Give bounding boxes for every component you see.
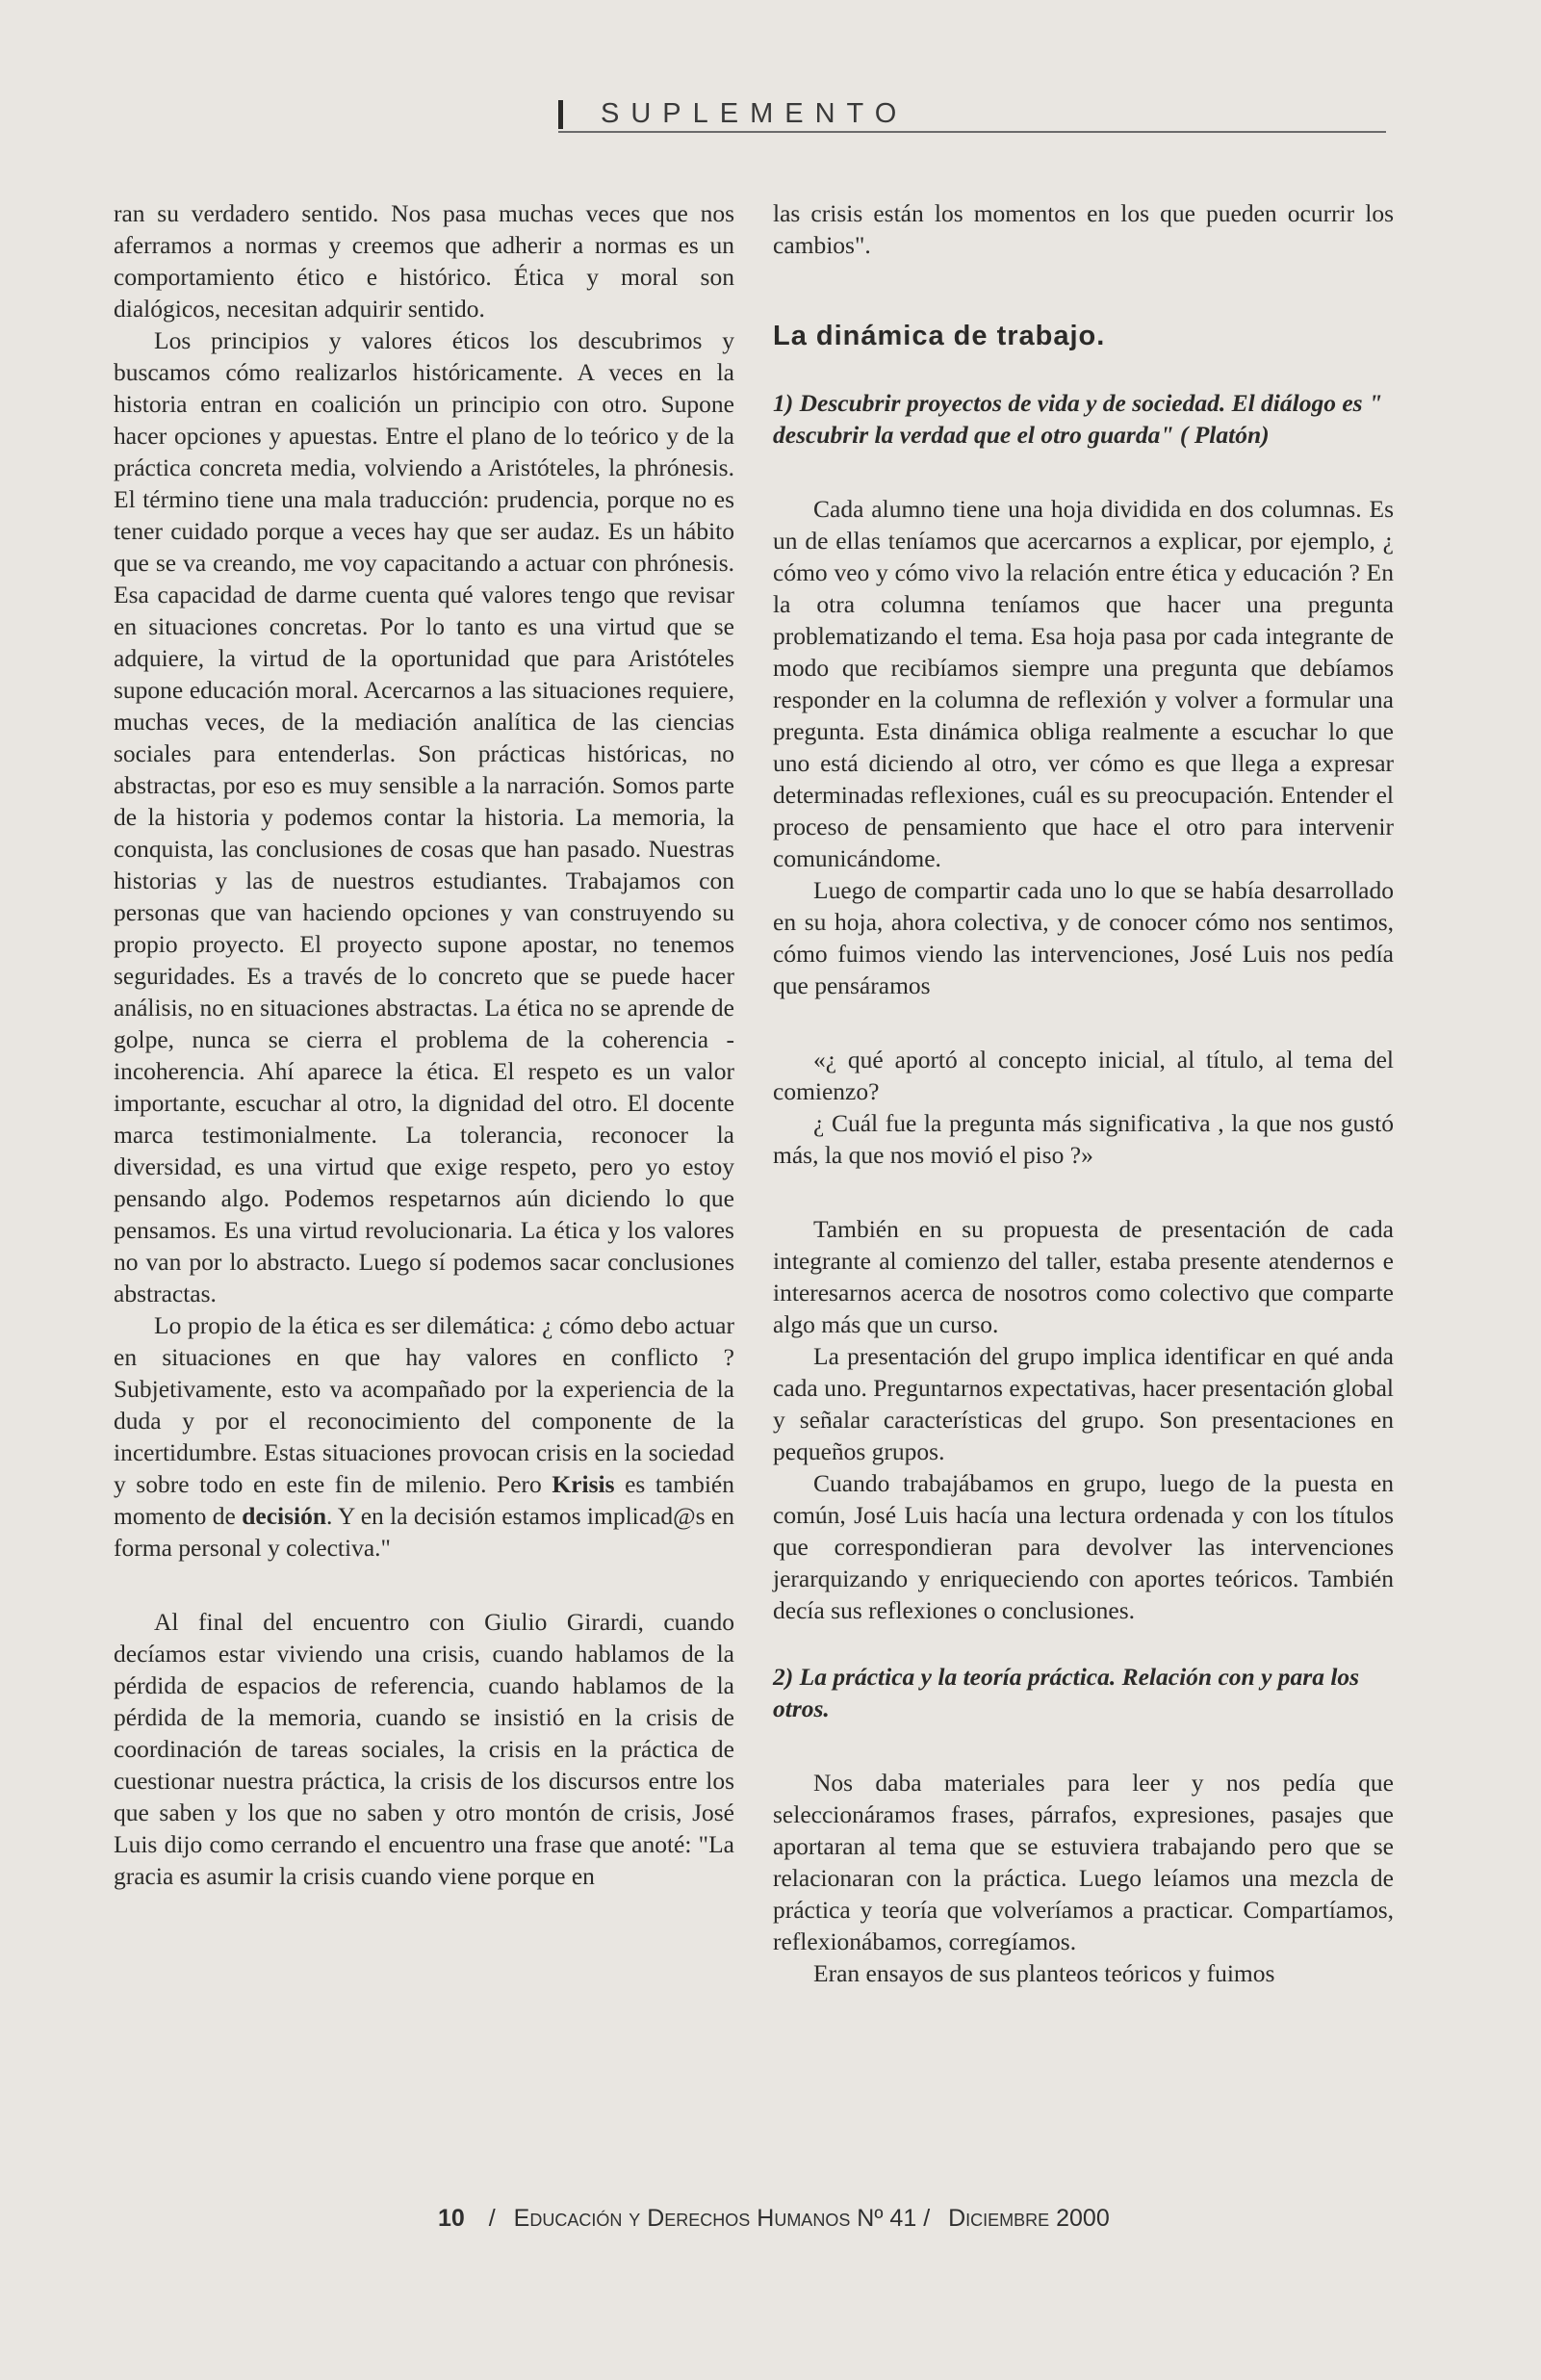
header-rule-mark <box>558 100 563 129</box>
subheading: 1) Descubrir proyectos de vida y de sociedad. El diálogo es " descubrir la verdad que el otro guarda" ( Platón) <box>773 389 1383 449</box>
paragraph: Luego de compartir cada uno lo que se había desarrollado en su hoja, ahora colectiva, y de conocer cómo nos sentimos, cómo fuimos viendo las intervenciones, José Luis nos pedía que pensáramos <box>773 876 1394 999</box>
emphasis-decision: decisión <box>242 1502 327 1530</box>
text-run: es también momento de <box>114 1470 735 1530</box>
paragraph: ran su verdadero sentido. Nos pasa muchas veces que nos aferramos a normas y creemos que adherir a normas es un comportamiento ético e histórico. Ética y moral son dialógicos, necesitan adquirir sentido. <box>114 199 734 323</box>
paragraph: Cuando trabajábamos en grupo, luego de la puesta en común, José Luis hacía una lectura ordenada y con los títulos que correspondieran para devolver las intervenciones jerarquizando y enriqueciendo con aportes teóricos. También decía sus reflexiones o conclusiones. <box>773 1469 1394 1624</box>
paragraph: Los principios y valores éticos los descubrimos y buscamos cómo realizarlos históricamente. A veces en la historia entran en coalición un principio con otro. Supone hacer opciones y apuestas. Entre el plano de lo teórico y de la práctica concreta media, volviendo a Aristóteles, la phrónesis. El término tiene una mala traducción: prudencia, porque no es tener cuidado porque a veces hay que ser audaz. Es un hábito que se va creando, me voy capacitando a actuar con phrónesis. Esa capacidad de darme cuenta qué valores tengo que revisar en situaciones concretas. Por lo tanto es una virtud que se adquiere, la virtud de la oportunidad que para Aristóteles supone educación moral. Acercarnos a las situaciones requiere, muchas veces, de la mediación analítica de las ciencias sociales para entenderlas. Son prácticas históricas, no abstractas, por eso es muy sensible a la narración. Somos parte de la historia y podemos contar la historia. La memoria, la conquista, las conclusiones de cosas que han pasado. Nuestras historias y las de nuestros estudiantes. Trabajamos con personas que van haciendo opciones y van construyendo su propio proyecto. El proyecto supone apostar, no tenemos seguridades. Es a través de lo concreto que se puede hacer análisis, no en situaciones abstractas. La ética no se aprende de golpe, nunca se cierra el problema de la coherencia - incoherencia. Ahí aparece la ética. El respeto es un valor importante, escuchar al otro, la dignidad del otro. El docente marca testimonialmente. La tolerancia, reconocer la diversidad, es una virtud que exige respeto, pero yo estoy pensando algo. Podemos respetarnos aún diciendo lo que pensamos. Es una virtud revolucionaria. La ética y los valores no van por lo abstracto. Luego sí podemos sacar conclusiones abstractas. <box>114 326 734 1307</box>
paragraph: También en su propuesta de presentación de cada integrante al comienzo del taller, estaba presente atendernos e interesarnos acerca de nosotros como colectivo que comparte algo más que un curso. <box>773 1215 1394 1338</box>
paragraph: Cada alumno tiene una hoja dividida en dos columnas. Es un de ellas teníamos que acercarnos a explicar, por ejemplo, ¿ cómo veo y cómo vivo la relación entre ética y educación ? En la otra columna teníamos que hacer una pregunta problematizando el tema. Esa hoja pasa por cada integrante de modo que recibíamos siempre una pregunta que debíamos responder en la columna de reflexión y volver a formular una pregunta. Esta dinámica obliga realmente a escuchar lo que uno está diciendo al otro, ver cómo es que llega a expresar determinadas reflexiones, cuál es su preocupación. Entender el proceso de pensamiento que hace el otro para intervenir comunicándome. <box>773 495 1394 872</box>
issue-date: Diciembre 2000 <box>948 2205 1110 2232</box>
page-number: 10 <box>438 2205 465 2232</box>
emphasis-krisis: Krisis <box>552 1470 615 1498</box>
text-run: Lo propio de la ética es ser dilemática: ¿ cómo debo actuar en situaciones en que hay valores en conflicto ? Subjetivamente, esto va acompañado por la experiencia de la duda y por el reconocimiento del componente de la incertidumbre. Estas situaciones provocan crisis en la sociedad y sobre todo en este fin de milenio. Pero <box>114 1311 734 1498</box>
page-footer <box>438 2205 1110 2233</box>
subheading: 2) La práctica y la teoría práctica. Relación con y para los otros. <box>773 1663 1360 1722</box>
section-label: SUPLEMENTO <box>601 98 909 129</box>
right-column <box>773 197 1394 1989</box>
quoted-question: «¿ qué aportó al concepto inicial, al título, al tema del comienzo? <box>773 1046 1394 1105</box>
paragraph: Eran ensayos de sus planteos teóricos y fuimos <box>813 1959 1275 1987</box>
paragraph: las crisis están los momentos en los que pueden ocurrir los cambios". <box>773 199 1394 259</box>
issue-number: Nº 41 <box>857 2205 917 2232</box>
paragraph: La presentación del grupo implica identificar en qué anda cada uno. Preguntarnos expectativas, hacer presentación global y señalar características del grupo. Son presentaciones en pequeños grupos. <box>773 1342 1394 1465</box>
paragraph: Al final del encuentro con Giulio Girardi, cuando decíamos estar viviendo una crisis, cuando hablamos de la pérdida de espacios de referencia, cuando hablamos de la pérdida de la memoria, cuando se insistió en la crisis de coordinación de tareas sociales, la crisis en la práctica de cuestionar nuestra práctica, la crisis de los discursos entre los que saben y los que no saben y otro montón de crisis, José Luis dijo como cerrando el encuentro una frase que anoté: "La gracia es asumir la crisis cuando viene porque en <box>114 1608 734 1890</box>
quoted-question: ¿ Cuál fue la pregunta más significativa , la que nos gustó más, la que nos movió el piso ?» <box>773 1109 1394 1169</box>
paragraph: Nos daba materiales para leer y nos pedía que seleccionáramos frases, párrafos, expresiones, pasajes que aportaran al tema que se estuviera trabajando pero que se relacionaran con la práctica. Luego leíamos una mezcla de práctica y teoría que volveríamos a practicar. Compartíamos, reflexionábamos, corregíamos. <box>773 1769 1394 1955</box>
left-column <box>114 197 734 1892</box>
publication-name: Educación y Derechos Humanos <box>513 2205 851 2232</box>
running-header <box>558 96 1386 133</box>
text-run: . Y en la decisión estamos implicad@s en forma personal y colectiva." <box>114 1502 735 1562</box>
paragraph <box>114 1309 734 1564</box>
section-heading: La dinámica de trabajo. <box>773 321 1106 351</box>
footer-separator: / <box>488 2205 496 2232</box>
footer-separator: / <box>923 2205 931 2232</box>
